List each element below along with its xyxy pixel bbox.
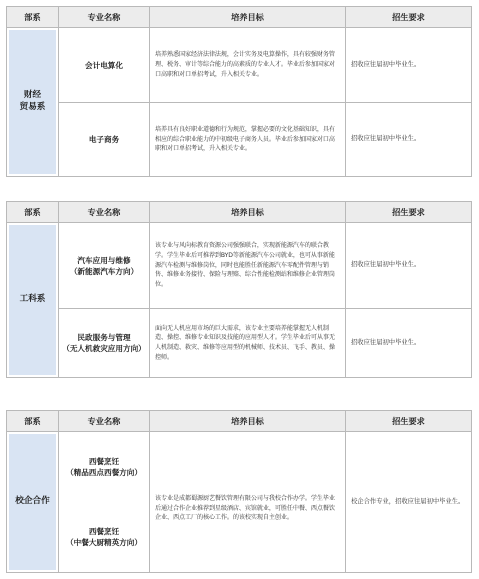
header-dept: 部系 [7,7,59,27]
table-row [59,28,471,103]
major-name: 汽车应用与维修 （新能源汽车方向） [59,223,150,308]
header-dept: 部系 [7,411,59,431]
header-dept: 部系 [7,202,59,222]
table-finance-dept [6,6,472,177]
majors-column [59,432,150,572]
major-goal: 培养具有良好职业道德和行为规范，掌握必要的文化基础知识，具有相应的综合职业能力的中初级电子商务人员。毕业后参加国家对口高职和对口单招考试，升入相关专业。 [150,103,346,176]
redaction-mask [177,535,273,572]
header-req: 招生要求 [392,415,425,426]
table-school-enterprise [6,410,472,573]
major-req: 招收应往届初中毕业生。 [351,338,421,346]
header-major: 专业名称 [59,202,150,222]
major-goal: 培养熟悉国家经济法律法规，会计实务及电算操作，具有较强财务管理、税务、审计等综合能力的高素质的专业人才。毕业后参加国家对口高职和对口单招考试，升入相关专业。 [150,28,346,102]
dept-cell [7,28,59,176]
dept-name: 财经 贸易系 [9,30,56,174]
major-name: 电子商务 [59,103,150,176]
major-goal: 该专业是成都蜀源厨艺餐饮管理有限公司与我校合作办学。学生毕业后通过合作企业推荐到星级酒店、宾馆就业，可胜任中餐、西点餐饮企业、西点工厂的核心工作。的该校实现自主创业。 [150,432,346,572]
table-header [7,7,471,28]
header-goal: 培养目标 [150,202,346,222]
header-goal: 培养目标 [150,7,346,27]
dept-name: 校企合作 [9,434,56,570]
header-req: 招生要求 [392,206,425,217]
table-header [7,202,471,223]
major-req: 校企合作专业，招收应往届初中毕业生。 [351,497,465,505]
table-row [59,309,471,377]
header-major: 专业名称 [59,411,150,431]
major-goal: 面向无人机应用市场的巨大需求，该专业主要培养能掌握无人机制造、操控、维修专业知识及技能的应用型人才。学生毕业后可从事无人机制造、救灾、维修等应用型的机械师、技术员、飞手、教员、操控师。 [150,309,346,377]
major-req: 招收应往届初中毕业生。 [351,261,421,269]
table-header [7,411,471,432]
table-row [59,223,471,309]
major-name: 西餐烹饪 （精品西点西餐方向） [66,457,142,477]
header-major: 专业名称 [59,7,150,27]
major-name: 会计电算化 [59,28,150,102]
dept-name: 工科系 [9,225,56,375]
major-goal: 该专业与风向标教育资源公司强强联合，实现新能源汽车的联合教学。学生毕业后可推荐到BYD等新能源汽车公司就业，也可从事新能源汽车检测与维修岗位，同时也能胜任新能源汽车零配件管理与销售、维修业务接待、保险与理赔、综合性能检测站和维修企业管理岗位。 [150,223,346,308]
major-name: 民政服务与管理 （无人机救灾应用方向） [59,309,150,377]
major-req: 招收应往届初中毕业生。 [351,135,421,143]
header-req: 招生要求 [392,11,425,22]
major-name: 西餐烹饪 （中餐大厨精英方向） [66,527,142,547]
major-req: 招收应往届初中毕业生。 [351,60,421,68]
table-engineering-dept [6,201,472,378]
dept-cell [7,223,59,377]
table-row [59,103,471,176]
dept-cell [7,432,59,572]
header-goal: 培养目标 [150,411,346,431]
